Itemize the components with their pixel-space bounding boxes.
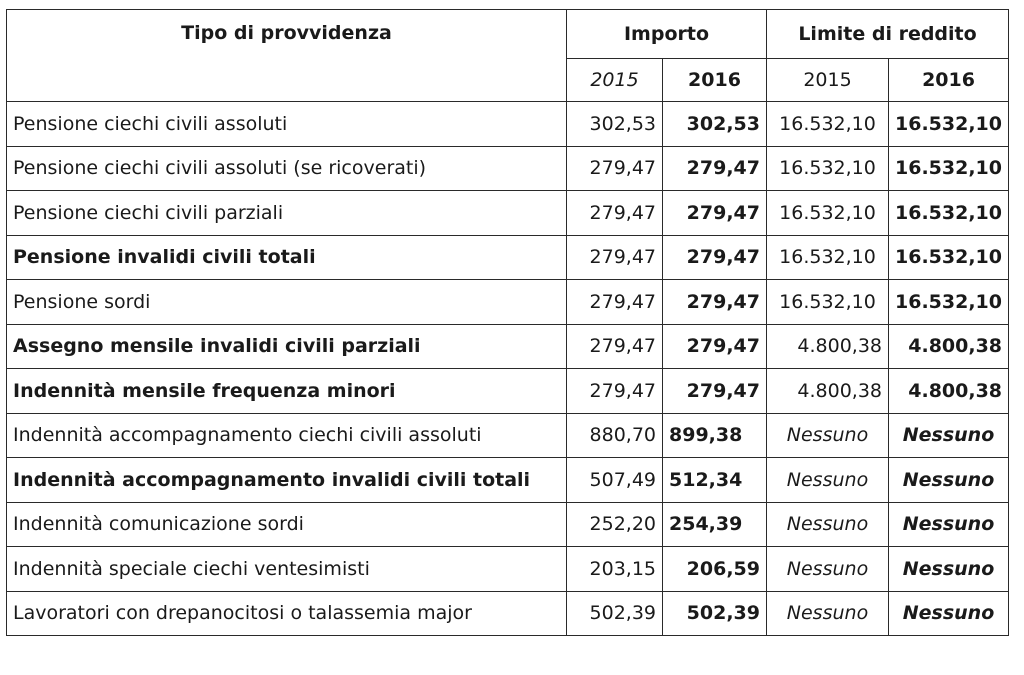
table-row bbox=[7, 591, 1009, 636]
limit-2015: 16.532,10 bbox=[767, 102, 889, 147]
row-label: Pensione sordi bbox=[7, 280, 567, 325]
amount-2016: 279,47 bbox=[663, 191, 767, 236]
limit-2015: 16.532,10 bbox=[767, 280, 889, 325]
limit-2016: 16.532,10 bbox=[889, 146, 1009, 191]
benefits-table bbox=[6, 9, 1009, 636]
limit-2015: Nessuno bbox=[767, 458, 889, 503]
row-label: Indennità mensile frequenza minori bbox=[7, 369, 567, 414]
amount-2015: 279,47 bbox=[567, 235, 663, 280]
row-label: Indennità comunicazione sordi bbox=[7, 502, 567, 547]
limit-2016: 16.532,10 bbox=[889, 191, 1009, 236]
limit-2015: 16.532,10 bbox=[767, 191, 889, 236]
row-label: Indennità accompagnamento ciechi civili assoluti bbox=[7, 413, 567, 458]
amount-2016: 512,34 bbox=[663, 458, 767, 503]
header-limit: Limite di reddito bbox=[767, 10, 1009, 59]
table-row bbox=[7, 280, 1009, 325]
amount-2015: 203,15 bbox=[567, 547, 663, 592]
amount-2015: 279,47 bbox=[567, 191, 663, 236]
header-amount-2016: 2016 bbox=[663, 59, 767, 102]
amount-2015: 279,47 bbox=[567, 146, 663, 191]
header-type: Tipo di provvidenza bbox=[7, 10, 567, 102]
amount-2016: 502,39 bbox=[663, 591, 767, 636]
amount-2015: 279,47 bbox=[567, 280, 663, 325]
table-row bbox=[7, 413, 1009, 458]
row-label: Pensione ciechi civili assoluti bbox=[7, 102, 567, 147]
row-label: Pensione ciechi civili parziali bbox=[7, 191, 567, 236]
amount-2016: 206,59 bbox=[663, 547, 767, 592]
limit-2016: Nessuno bbox=[889, 591, 1009, 636]
row-label: Pensione invalidi civili totali bbox=[7, 235, 567, 280]
amount-2015: 252,20 bbox=[567, 502, 663, 547]
limit-2015: Nessuno bbox=[767, 502, 889, 547]
amount-2016: 279,47 bbox=[663, 369, 767, 414]
header-amount-2015: 2015 bbox=[567, 59, 663, 102]
amount-2015: 302,53 bbox=[567, 102, 663, 147]
limit-2016: 16.532,10 bbox=[889, 102, 1009, 147]
header-row bbox=[7, 10, 1009, 59]
limit-2016: Nessuno bbox=[889, 547, 1009, 592]
limit-2016: Nessuno bbox=[889, 502, 1009, 547]
row-label: Assegno mensile invalidi civili parziali bbox=[7, 324, 567, 369]
limit-2016: 16.532,10 bbox=[889, 235, 1009, 280]
table-row bbox=[7, 102, 1009, 147]
limit-2015: Nessuno bbox=[767, 413, 889, 458]
header-limit-2016: 2016 bbox=[889, 59, 1009, 102]
amount-2016: 899,38 bbox=[663, 413, 767, 458]
limit-2015: Nessuno bbox=[767, 591, 889, 636]
table-row bbox=[7, 502, 1009, 547]
row-label: Pensione ciechi civili assoluti (se ricoverati) bbox=[7, 146, 567, 191]
amount-2015: 279,47 bbox=[567, 324, 663, 369]
amount-2016: 279,47 bbox=[663, 324, 767, 369]
row-label: Lavoratori con drepanocitosi o talassemia major bbox=[7, 591, 567, 636]
header-amount: Importo bbox=[567, 10, 767, 59]
limit-2016: 16.532,10 bbox=[889, 280, 1009, 325]
limit-2015: Nessuno bbox=[767, 547, 889, 592]
amount-2015: 502,39 bbox=[567, 591, 663, 636]
table-row bbox=[7, 191, 1009, 236]
table-row bbox=[7, 235, 1009, 280]
table-row bbox=[7, 146, 1009, 191]
table-row bbox=[7, 458, 1009, 503]
limit-2015: 16.532,10 bbox=[767, 235, 889, 280]
limit-2015: 4.800,38 bbox=[767, 369, 889, 414]
limit-2015: 16.532,10 bbox=[767, 146, 889, 191]
limit-2016: Nessuno bbox=[889, 413, 1009, 458]
amount-2016: 254,39 bbox=[663, 502, 767, 547]
limit-2016: 4.800,38 bbox=[889, 324, 1009, 369]
table-row bbox=[7, 369, 1009, 414]
amount-2016: 302,53 bbox=[663, 102, 767, 147]
row-label: Indennità speciale ciechi ventesimisti bbox=[7, 547, 567, 592]
amount-2016: 279,47 bbox=[663, 280, 767, 325]
amount-2016: 279,47 bbox=[663, 146, 767, 191]
amount-2016: 279,47 bbox=[663, 235, 767, 280]
table-row bbox=[7, 547, 1009, 592]
amount-2015: 880,70 bbox=[567, 413, 663, 458]
limit-2016: 4.800,38 bbox=[889, 369, 1009, 414]
header-limit-2015: 2015 bbox=[767, 59, 889, 102]
limit-2015: 4.800,38 bbox=[767, 324, 889, 369]
row-label: Indennità accompagnamento invalidi civili totali bbox=[7, 458, 567, 503]
amount-2015: 507,49 bbox=[567, 458, 663, 503]
table-row bbox=[7, 324, 1009, 369]
amount-2015: 279,47 bbox=[567, 369, 663, 414]
limit-2016: Nessuno bbox=[889, 458, 1009, 503]
